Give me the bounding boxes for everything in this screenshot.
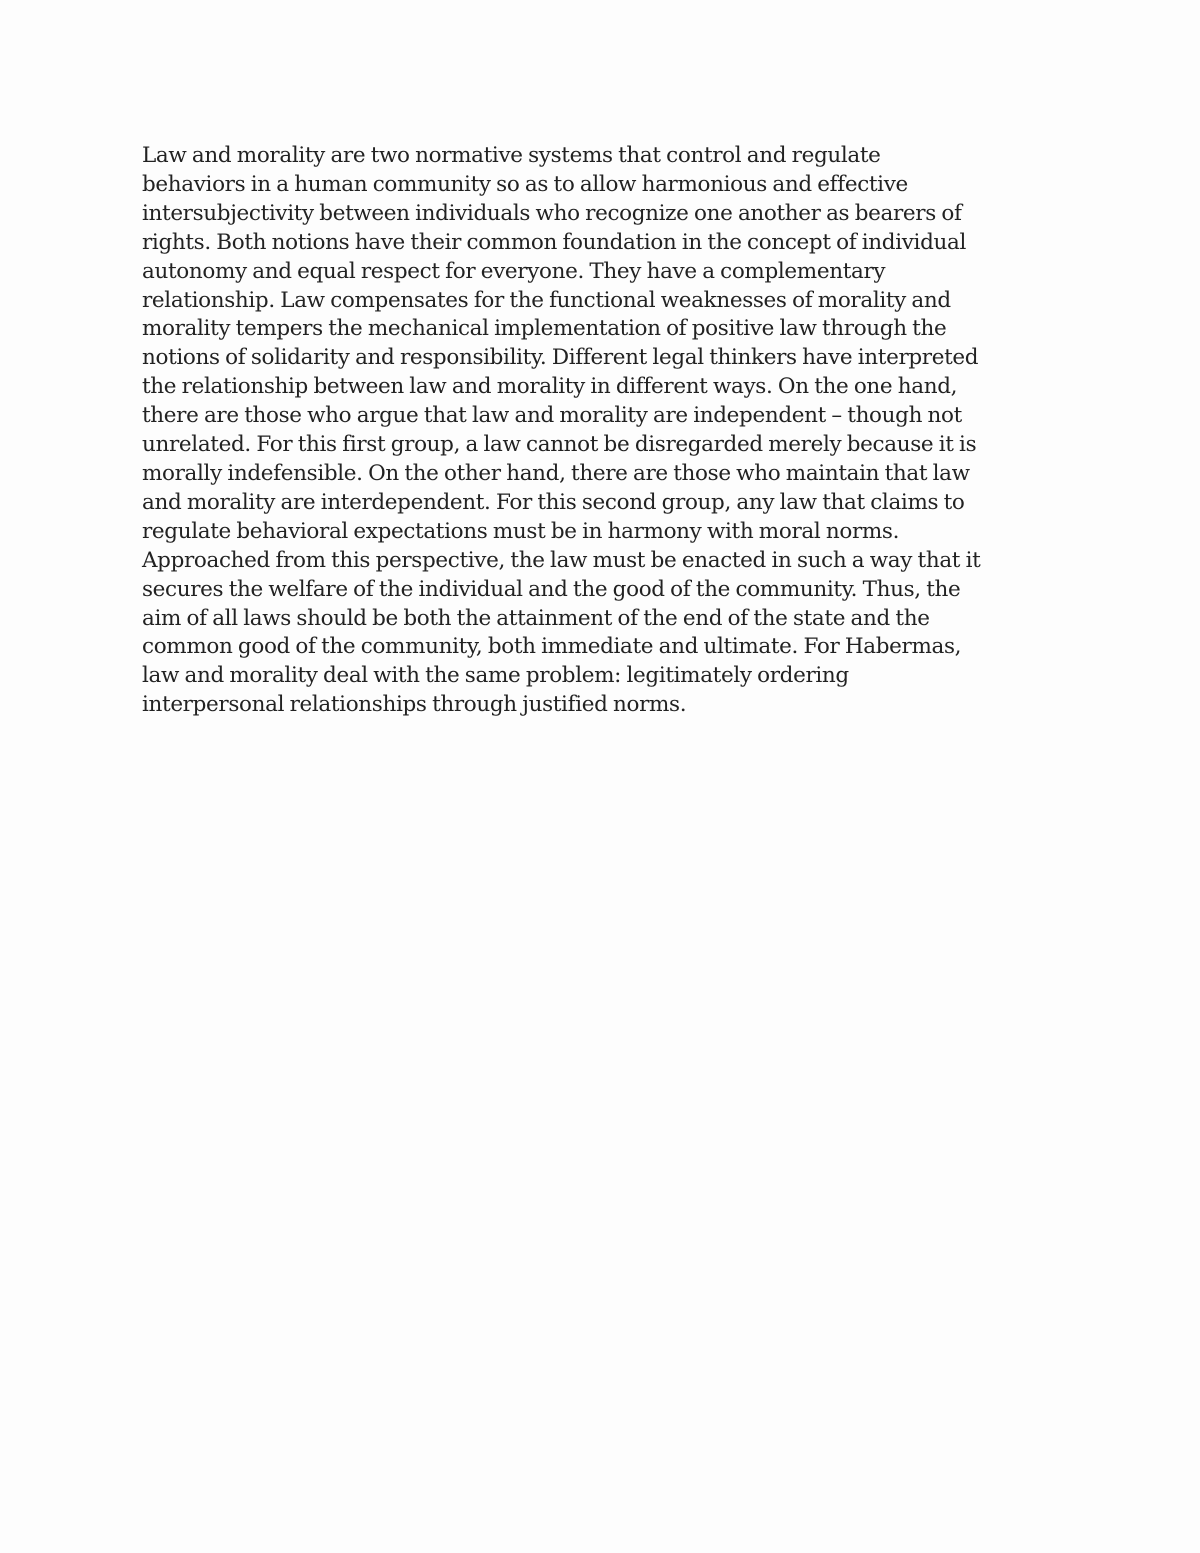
paragraph-line: Approached from this perspective, the law must be enacted in such a way that it: [142, 547, 981, 573]
paragraph-line: rights. Both notions have their common foundation in the concept of individual: [142, 229, 966, 255]
paragraph-line: morally indefensible. On the other hand, there are those who maintain that law: [142, 460, 970, 486]
paragraph-line: and morality are interdependent. For this second group, any law that claims to: [142, 489, 965, 515]
paragraph-line: morality tempers the mechanical implementation of positive law through the: [142, 316, 947, 342]
paragraph-line: notions of solidarity and responsibility. Different legal thinkers have interpreted: [142, 345, 979, 371]
paragraph-line: intersubjectivity between individuals who recognize one another as bearers of: [142, 200, 962, 226]
paragraph-line: unrelated. For this first group, a law cannot be disregarded merely because it is: [142, 432, 977, 458]
paragraph-line: behaviors in a human community so as to allow harmonious and effective: [142, 171, 908, 197]
body-paragraph: [142, 142, 1062, 720]
paragraph-line: regulate behavioral expectations must be in harmony with moral norms.: [142, 518, 900, 544]
paragraph-line: Law and morality are two normative systems that control and regulate: [142, 143, 881, 168]
paragraph-line: common good of the community, both immediate and ultimate. For Habermas,: [142, 634, 962, 660]
paragraph-line: there are those who argue that law and morality are independent – though not: [142, 403, 962, 429]
paragraph-line: secures the welfare of the individual and the good of the community. Thus, the: [142, 576, 961, 602]
paragraph-line: aim of all laws should be both the attainment of the end of the state and the: [142, 605, 930, 631]
paragraph-line: relationship. Law compensates for the functional weaknesses of morality and: [142, 287, 951, 313]
paragraph-line: law and morality deal with the same problem: legitimately ordering: [142, 663, 849, 689]
paragraph-line: autonomy and equal respect for everyone. They have a complementary: [142, 258, 886, 284]
paragraph-line: interpersonal relationships through justified norms.: [142, 692, 687, 718]
paragraph-line: the relationship between law and morality in different ways. On the one hand,: [142, 374, 958, 400]
